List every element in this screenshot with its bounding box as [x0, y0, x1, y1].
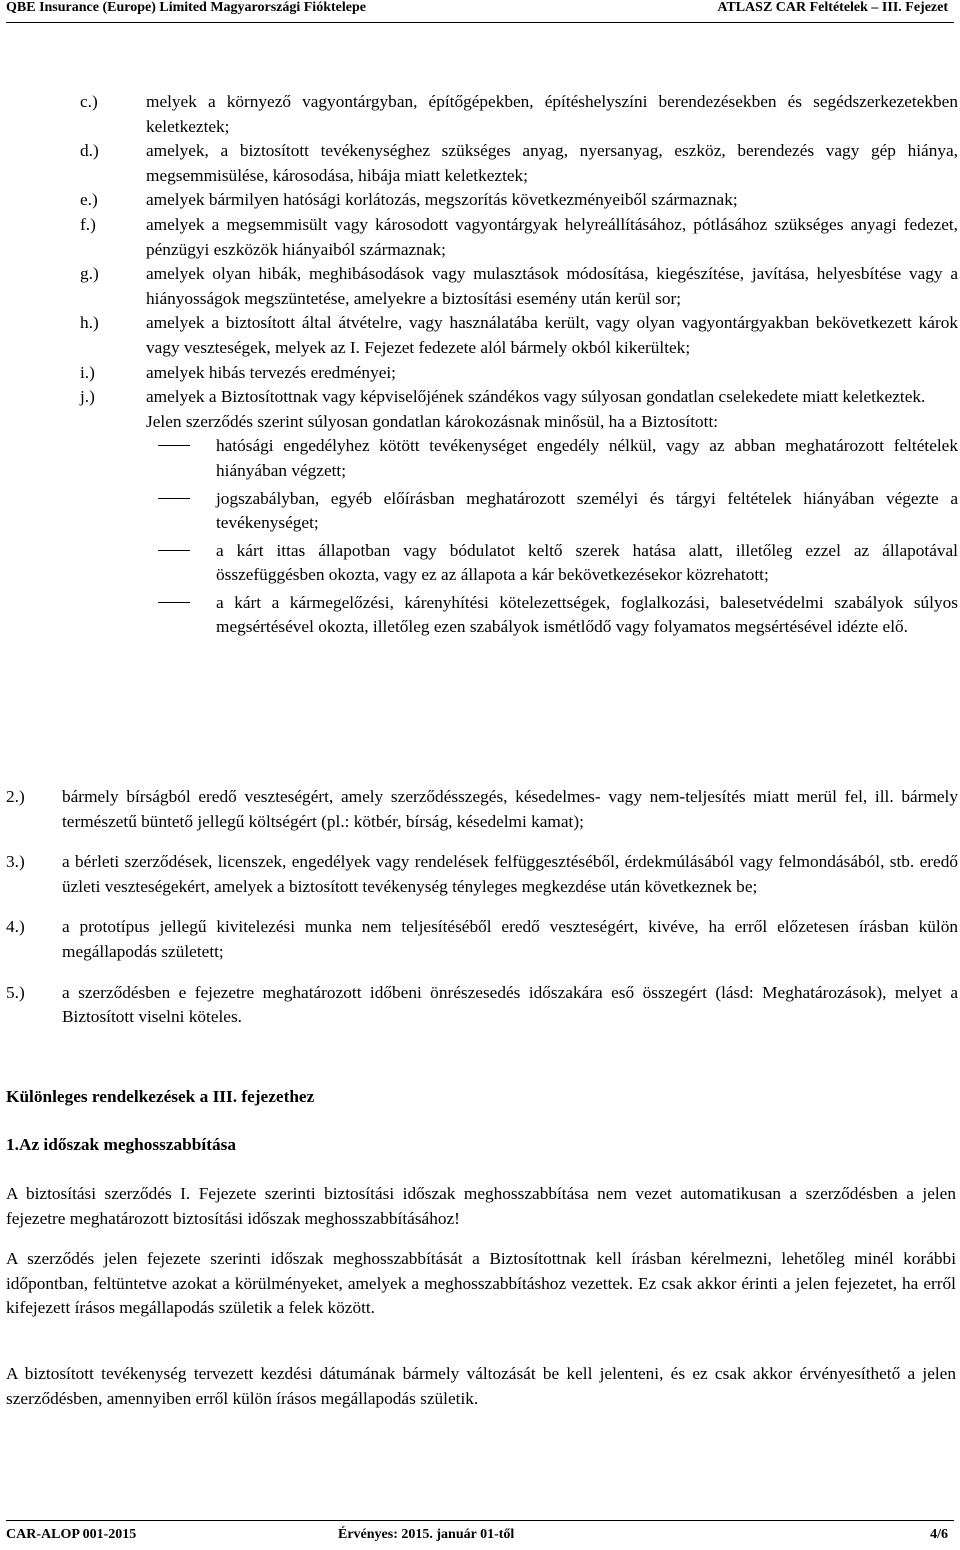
item-label: e.) — [80, 190, 98, 210]
item-text: amelyek, a biztosított tevékenységhez szükséges anyag, nyersanyag, eszköz, berendezés vagy gép hiánya, megsemmisülése, károsodása, hibája miatt keletkeztek; — [146, 141, 958, 185]
dash-text: hatósági engedélyhez kötött tevékenységet engedély nélkül, vagy az abban meghatározott feltételek hiányában végzett; — [216, 436, 958, 480]
dash-bullet-icon — [158, 602, 190, 603]
numbered-item — [6, 981, 958, 1030]
item-text: a bérleti szerződések, licenszek, engedélyek vagy rendelések felfüggesztéséből, érdekmúlásából vagy felmondásából, stb. eredő üzleti veszteségekért, amelyek a biztosított tevékenység tényleges megkezdése után következnek be; — [62, 852, 958, 896]
item-label: 5.) — [6, 982, 25, 1002]
dash-text: a kárt ittas állapotban vagy bódulatot keltő szerek hatása alatt, illetőleg ezzel az állapotával összefüggésben okozta, vagy ez az állapota a kár bekövetkezésekor közrehatott; — [216, 540, 958, 585]
header-document-title: ATLASZ CAR Feltételek – III. Fejezet — [717, 0, 948, 15]
footer-page-number: 4/6 — [930, 1527, 948, 1542]
dash-item — [146, 487, 958, 536]
numbered-item — [6, 850, 958, 899]
item-label: j.) — [80, 387, 95, 407]
dash-text: a kárt a kármegelőzési, kárenyhítési kötelezettségek, foglalkozási, balesetvédelmi szabályok súlyos megsértésével okozta, illetőleg ezen szabályok ismétlődő vagy folyamatos megsértésével idézte elő. — [216, 592, 958, 637]
item-label: g.) — [80, 264, 99, 284]
section-subtitle: 1.Az időszak meghosszabbítása — [6, 1135, 236, 1154]
dash-list — [146, 434, 958, 640]
paragraph: A biztosított tevékenység tervezett kezdési dátumának bármely változását be kell jelenteni, és ez csak akkor érvényesíthető a jelen szerződésben, amennyiben erről külön írásos megállapodás születik. — [6, 1364, 956, 1408]
item-label: f.) — [80, 214, 96, 234]
dash-item — [146, 591, 958, 640]
footer-doc-code: CAR-ALOP 001-2015 — [6, 1527, 137, 1542]
item-text: amelyek olyan hibák, meghibásodások vagy mulasztások módosítása, kiegészítése, javítása, helyesbítése vagy a hiányosságok megszüntetése, amelyekre a biztosítási esemény után kerül sor; — [146, 264, 958, 308]
header-company: QBE Insurance (Europe) Limited Magyarországi Fióktelepe — [6, 0, 366, 15]
item-text: amelyek a biztosított által átvételre, vagy használatába került, vagy olyan vagyontárgyakban bekövetkezett károk vagy veszteségek, melyek az I. Fejezet fedezete alól bármely okból kikerültek; — [146, 313, 958, 357]
dash-item — [146, 434, 958, 483]
exclusion-list — [80, 90, 958, 643]
numbered-exclusions — [6, 785, 958, 1046]
item-text: amelyek a Biztosítottnak vagy képviselőjének szándékos vagy súlyosan gondatlan cselekedete miatt keletkeztek. — [146, 387, 926, 407]
item-label: h.) — [80, 313, 99, 333]
paragraph: A biztosítási szerződés I. Fejezete szerinti biztosítási időszak meghosszabbítása nem vezet automatikusan a szerződésben a jelen fejezetre meghatározott biztosítási időszak meghosszabbításához! — [6, 1184, 956, 1228]
item-label: d.) — [80, 141, 99, 161]
list-item — [80, 213, 958, 262]
list-item — [80, 361, 958, 386]
item-label: 2.) — [6, 787, 25, 806]
section-title: Különleges rendelkezések a III. fejezethez — [6, 1087, 315, 1106]
dash-text: jogszabályban, egyéb előírásban meghatározott személyi és tárgyi feltételek hiányában végezte a tevékenységet; — [216, 488, 958, 533]
item-text: amelyek bármilyen hatósági korlátozás, megszorítás következményeiből származnak; — [146, 190, 738, 210]
list-item — [80, 188, 958, 213]
item-text: amelyek hibás tervezés eredményei; — [146, 362, 396, 382]
list-item — [80, 385, 958, 410]
list-item — [80, 90, 958, 139]
list-item — [80, 139, 958, 188]
item-label: c.) — [80, 92, 98, 111]
dash-bullet-icon — [158, 498, 190, 499]
page-header — [6, 0, 954, 23]
list-item — [80, 311, 958, 360]
item-text: melyek a környező vagyontárgyban, építőgépekben, építéshelyszíni berendezésekben és segédszerkezetekben keletkeztek; — [146, 92, 958, 136]
numbered-item — [6, 785, 958, 834]
item-label: 3.) — [6, 852, 25, 872]
item-text: a prototípus jellegű kivitelezési munka nem teljesítéséből eredő veszteségért, kivéve, ha erről előzetesen írásban külön megállapodás született; — [62, 917, 958, 961]
paragraph: A szerződés jelen fejezete szerinti időszak meghosszabbítását a Biztosítottnak kell írásban kérelmezni, lehetőleg minél korábbi időpontban, feltüntetve azokat a körülményeket, amelyek a meghosszabbításhoz vezettek. Ez csak akkor érinti a jelen fejezetet, ha erről kifejezett írásos megállapodás születik a felek között. — [6, 1249, 956, 1318]
item-label: 4.) — [6, 917, 25, 937]
gross-negligence-intro: Jelen szerződés szerint súlyosan gondatlan károkozásnak minősül, ha a Biztosított: — [146, 411, 719, 431]
item-text: bármely bírságból eredő veszteségért, amely szerződésszegés, késedelmes- vagy nem-teljesítés miatt merül fel, ill. bármely természetű büntető jellegű költségért (pl.: kötbér, bírság, késedelmi kamat); — [62, 787, 958, 831]
dash-item — [146, 539, 958, 588]
item-text: amelyek a megsemmisült vagy károsodott vagyontárgyak helyreállításához, pótlásához szükséges anyagi fedezet, pénzügyi eszközök hiányaiból származnak; — [146, 214, 958, 259]
numbered-item — [6, 915, 958, 964]
dash-bullet-icon — [158, 445, 190, 446]
item-label: i.) — [80, 362, 95, 382]
dash-bullet-icon — [158, 550, 190, 551]
page-footer — [6, 1520, 954, 1547]
footer-validity: Érvényes: 2015. január 01-től — [338, 1527, 515, 1542]
item-text: a szerződésben e fejezetre meghatározott időbeni önrészesedés időszakára eső összegért (lásd: Meghatározások), melyet a Biztosított viselni köteles. — [62, 982, 958, 1027]
list-item — [80, 262, 958, 311]
